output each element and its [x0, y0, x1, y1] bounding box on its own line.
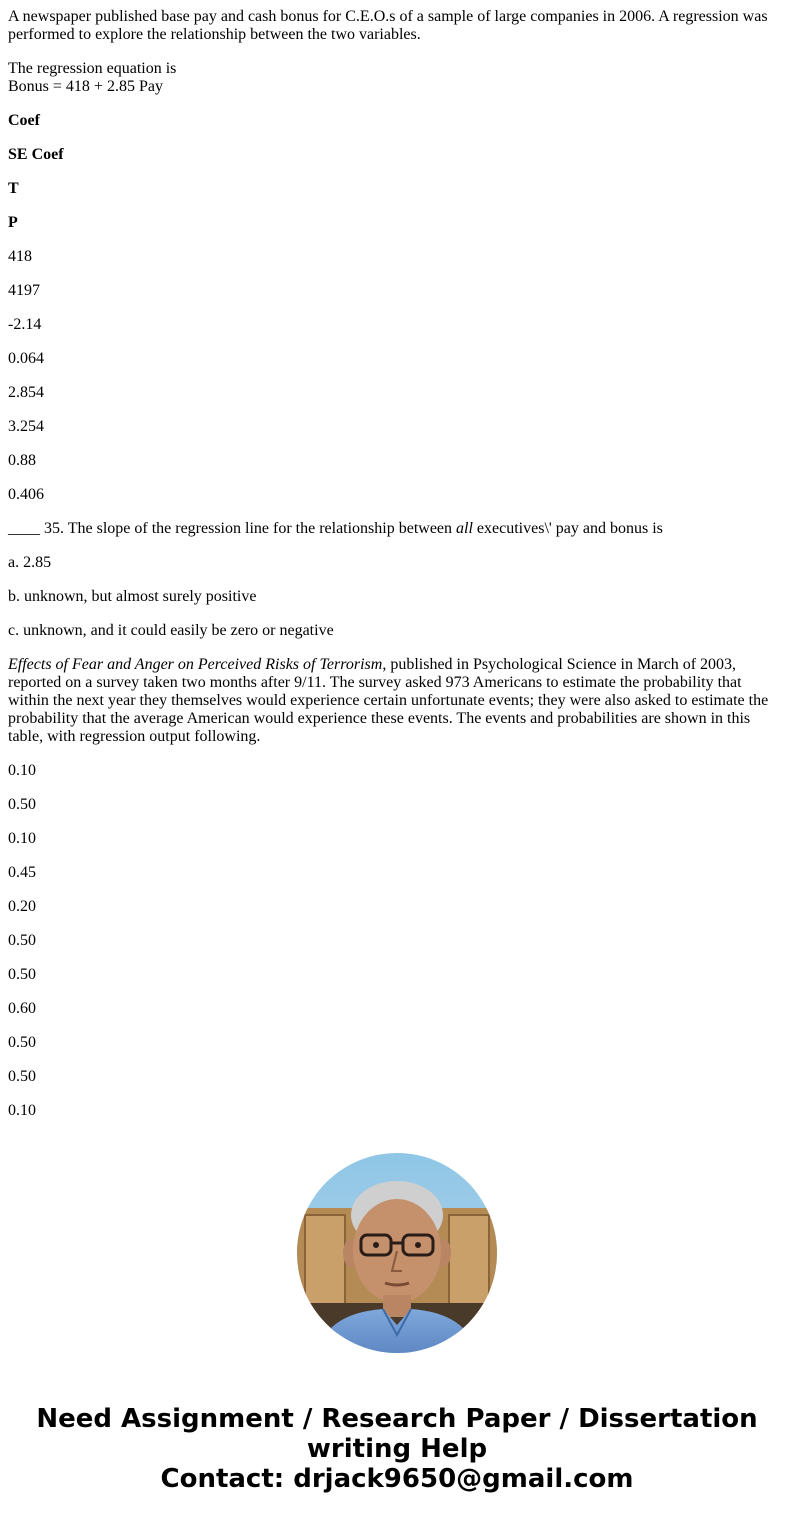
table-header-p: P: [8, 214, 18, 231]
probability-value: 0.50: [8, 796, 36, 813]
intro-paragraph: A newspaper published base pay and cash bonus for C.E.O.s of a sample of large companies in 2006. A regression was performed to explore the relationship between the two variables.: [8, 8, 768, 43]
probability-value: 0.10: [8, 830, 36, 847]
probability-value: 0.10: [8, 762, 36, 779]
probability-value: 0.10: [8, 1102, 36, 1119]
table-cell: 0.406: [8, 486, 44, 503]
table-header-se-coef: SE Coef: [8, 146, 64, 163]
probability-value: 0.50: [8, 1034, 36, 1051]
table-cell: 4197: [8, 282, 40, 299]
equation-formula: Bonus = 418 + 2.85 Pay: [8, 78, 163, 95]
equation-label: The regression equation is: [8, 60, 177, 77]
person-photo-icon: [297, 1153, 497, 1353]
probability-value: 0.50: [8, 932, 36, 949]
table-cell: 3.254: [8, 418, 44, 435]
table-cell: 0.88: [8, 452, 36, 469]
answer-option-c: c. unknown, and it could easily be zero or negative: [8, 622, 334, 639]
question-suffix: executives\' pay and bonus is: [472, 520, 663, 537]
table-header-t: T: [8, 180, 19, 197]
contact-banner: [0, 1404, 794, 1494]
table-cell: 418: [8, 248, 32, 265]
table-cell: 0.064: [8, 350, 44, 367]
table-header-coef: Coef: [8, 112, 40, 129]
banner-line-1: Need Assignment / Research Paper / Dissertation: [36, 1404, 758, 1434]
terrorism-paragraph: [8, 656, 786, 746]
equation-block: [8, 60, 786, 96]
probability-value: 0.50: [8, 1068, 36, 1085]
answer-option-a: a. 2.85: [8, 554, 52, 571]
probability-value: 0.20: [8, 898, 36, 915]
banner-line-3: Contact: drjack9650@gmail.com: [160, 1464, 634, 1494]
table-cell: -2.14: [8, 316, 42, 333]
avatar: [297, 1153, 497, 1353]
question-emphasis: all: [456, 520, 473, 537]
table-cell: 2.854: [8, 384, 44, 401]
study-body: , published in Psychological Science in March of 2003, reported on a survey taken two months after 9/11. The survey asked 973 Americans to estimate the probability that within the next year they themselves would experience certain unfortunate events; they were also asked to estimate the probability that the average American would experience these events. The events and probabilities are shown in this table, with regression output following.: [8, 656, 769, 745]
question-35: [8, 520, 786, 538]
banner-line-2: writing Help: [306, 1434, 488, 1464]
probability-value: 0.50: [8, 966, 36, 983]
probability-value: 0.45: [8, 864, 36, 881]
probability-value: 0.60: [8, 1000, 36, 1017]
answer-option-b: b. unknown, but almost surely positive: [8, 588, 257, 605]
question-prefix: ____ 35. The slope of the regression line for the relationship between: [8, 520, 457, 537]
study-title: Effects of Fear and Anger on Perceived Risks of Terrorism: [8, 656, 383, 673]
